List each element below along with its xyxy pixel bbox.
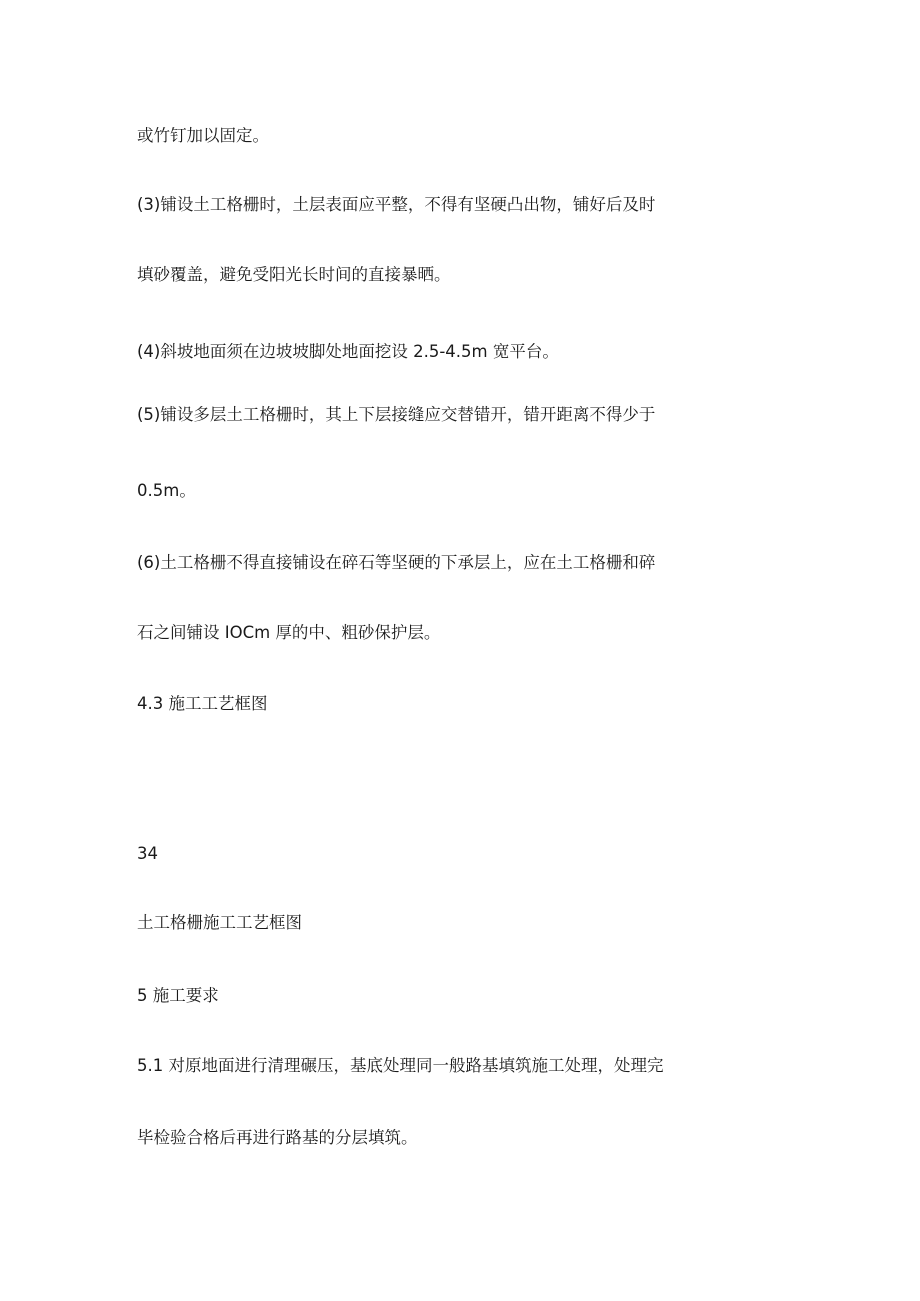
paragraph-line-5: (5)铺设多层土工格栅时，其上下层接缝应交替错开，错开距离不得少于 [137,405,656,424]
page-number: 34 [137,844,158,863]
paragraph-line-3: 填砂覆盖，避免受阳光长时间的直接暴晒。 [137,265,451,284]
section-heading-4-3: 4.3 施工工艺框图 [137,694,268,713]
paragraph-line-1: 或竹钉加以固定。 [137,126,269,145]
paragraph-line-8: 石之间铺设 IOCm 厚的中、粗砂保护层。 [137,623,441,642]
paragraph-line-7: (6)土工格栅不得直接铺设在碎石等坚硬的下承层上，应在土工格栅和碎 [137,553,656,572]
paragraph-line-6: 0.5m。 [137,481,196,500]
paragraph-line-2: (3)铺设土工格栅时，土层表面应平整，不得有坚硬凸出物，铺好后及时 [137,195,656,214]
paragraph-line-9: 5.1 对原地面进行清理碾压，基底处理同一般路基填筑施工处理，处理完 [137,1056,664,1075]
paragraph-line-10: 毕检验合格后再进行路基的分层填筑。 [137,1128,418,1147]
section-heading-5: 5 施工要求 [137,986,219,1005]
paragraph-line-4: (4)斜坡地面须在边坡坡脚处地面挖设 2.5-4.5m 宽平台。 [137,342,559,361]
figure-caption: 土工格栅施工工艺框图 [137,913,302,932]
